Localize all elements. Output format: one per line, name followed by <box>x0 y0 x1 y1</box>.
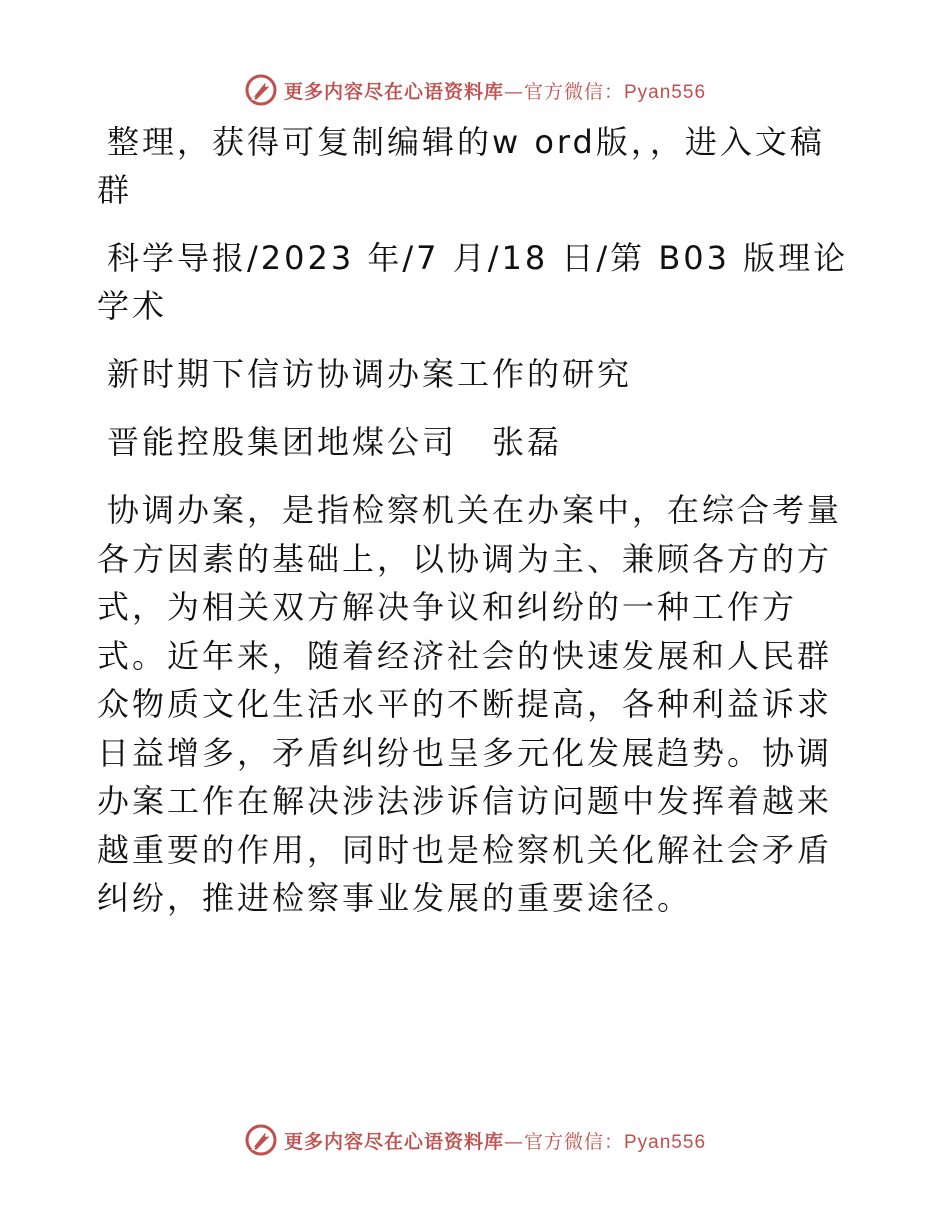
watermark-separator: — <box>503 80 524 103</box>
document-content <box>97 118 849 943</box>
pen-nib-logo-icon <box>244 73 278 107</box>
watermark-text <box>284 1127 706 1154</box>
watermark-wechat-handle: Pyan556 <box>624 1131 707 1153</box>
source-line: 科学导报/2023 年/7 月/18 日/第 B03 版理论学术 <box>97 239 849 325</box>
watermark-site-text: 更多内容尽在心语资料库 <box>283 80 504 103</box>
watermark-site-text: 更多内容尽在心语资料库 <box>283 1130 504 1153</box>
header-watermark <box>0 70 950 110</box>
article-title: 新时期下信访协调办案工作的研究 <box>107 355 633 393</box>
watermark-wechat-label: 官方微信： <box>523 1130 624 1153</box>
author-line: 晋能控股集团地煤公司 张磊 <box>107 423 563 461</box>
watermark-separator: — <box>503 1130 524 1153</box>
intro-paragraph: 整理，获得可复制编辑的w ord版，，进入文稿群 <box>97 123 825 209</box>
watermark-wechat-handle: Pyan556 <box>624 81 707 103</box>
pen-nib-logo-icon <box>244 1123 278 1157</box>
watermark-text <box>284 77 706 104</box>
watermark-wechat-label: 官方微信： <box>523 80 624 103</box>
body-paragraph: 协调办案，是指检察机关在办案中，在综合考量各方因素的基础上，以协调为主、兼顾各方的方式，为相关双方解决争议和纠纷的一种工作方式。近年来，随着经济社会的快速发展和人民群众物质文化生活水平的不断提高，各种利益诉求日益增多，矛盾纠纷也呈多元化发展趋势。协调办案工作在解决涉法涉诉信访问题中发挥着越来越重要的作用，同时也是检察机关化解社会矛盾纠纷，推进检察事业发展的重要途径。 <box>97 491 843 917</box>
footer-watermark <box>0 1120 950 1160</box>
